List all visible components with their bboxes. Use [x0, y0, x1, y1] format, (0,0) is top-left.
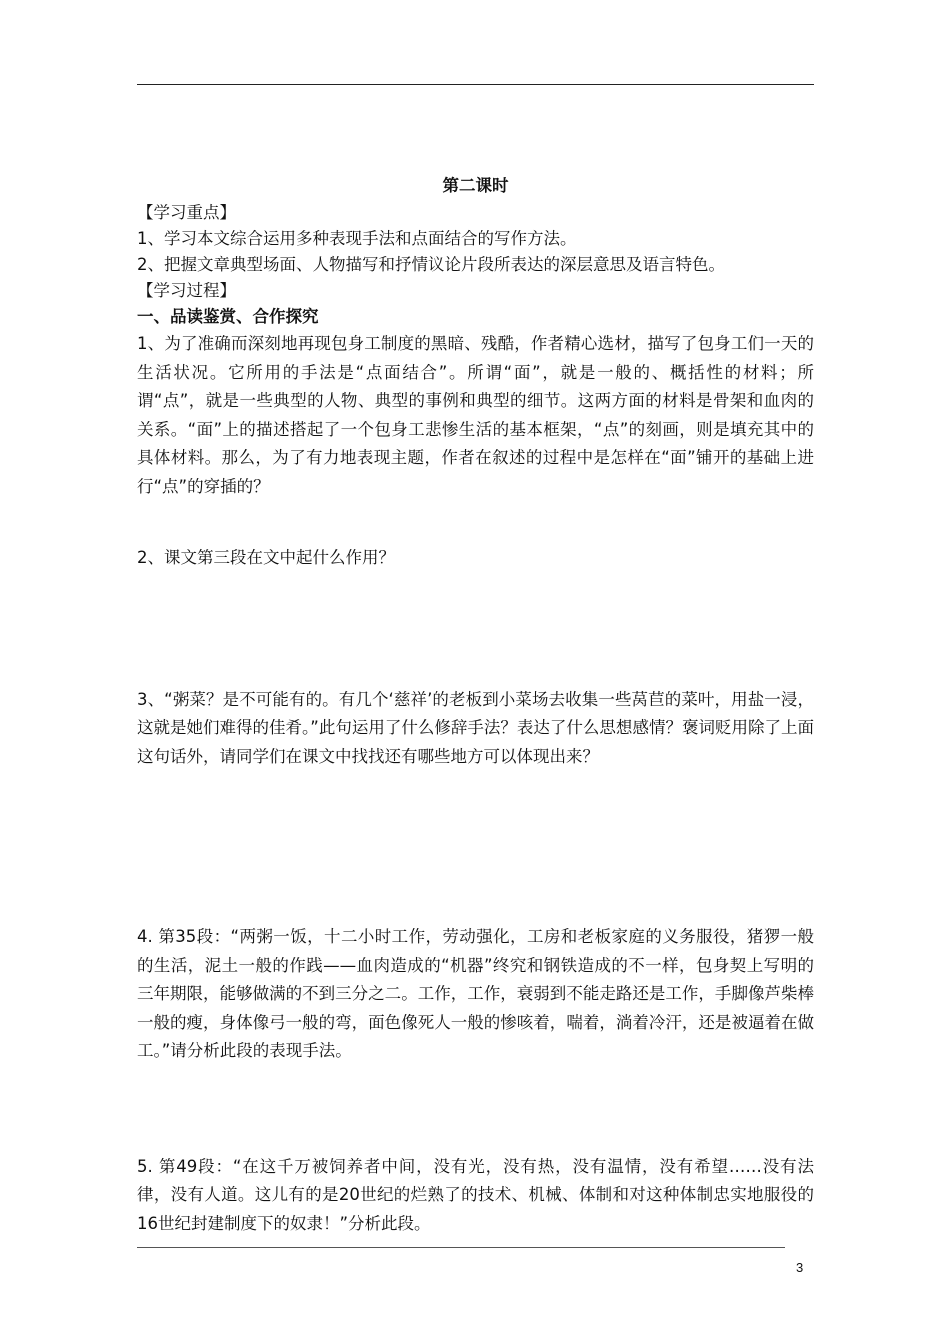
question-4: 4. 第35段：“两粥一饭，十二小时工作，劳动强化，工房和老板家庭的义务服役，猪猡一般的生活，泥土一般的作践——血肉造成的“机器”终究和钢铁造成的不一样，包身契上写明的三年期限，能够做满的不到三分之二。工作，工作，衰弱到不能走路还是工作，手脚像芦柴棒一般的瘦，身体像弓一般的弯，面色像死人一般的惨咳着，喘着，淌着冷汗，还是被逼着在做工。”请分析此段的表现手法。 — [137, 927, 814, 1060]
answer-space — [137, 501, 814, 544]
part-one-heading: 一、品读鉴赏、合作探究 — [137, 307, 319, 326]
answer-space — [137, 1066, 814, 1153]
footer-rule — [137, 1247, 785, 1248]
answer-space — [137, 573, 814, 686]
question-1: 1、为了准确而深刻地再现包身工制度的黑暗、残酷，作者精心选材，描写了包身工们一天的生活状况。它所用的手法是“点面结合”。所谓“面”，就是一般的、概括性的材料；所谓“点”，就是一些典型的人物、典型的事例和典型的细节。这两方面的材料是骨架和血肉的关系。“面”上的描述搭起了一个包身工悲惨生活的基本框架，“点”的刻画，则是填充其中的具体材料。那么，为了有力地表现主题，作者在叙述的过程中是怎样在“面”铺开的基础上进行“点”的穿插的？ — [137, 334, 814, 496]
question-3: 3、“粥菜？是不可能有的。有几个‘慈祥’的老板到小菜场去收集一些莴苣的菜叶，用盐一浸，这就是她们难得的佳肴。”此句运用了什么修辞手法？表达了什么思想感情？褒词贬用除了上面这句话外，请同学们在课文中找找还有哪些地方可以体现出来？ — [137, 689, 814, 766]
question-5: 5. 第49段：“在这千万被饲养者中间，没有光，没有热，没有温情，没有希望……没有法律，没有人道。这儿有的是20世纪的烂熟了的技术、机械、体制和对这种体制忠实地服役的16世纪封建制度下的奴隶！”分析此段。 — [137, 1156, 814, 1233]
question-2: 2、课文第三段在文中起什么作用？ — [137, 548, 395, 567]
section-process-heading: 【学习过程】 — [137, 281, 236, 300]
answer-space — [137, 771, 814, 923]
header-rule — [137, 84, 814, 85]
section-key-points-heading: 【学习重点】 — [137, 203, 236, 222]
key-point-item: 1、学习本文综合运用多种表现手法和点面结合的写作方法。 — [137, 229, 577, 248]
document-body — [137, 172, 814, 1238]
key-point-item: 2、把握文章典型场面、人物描写和抒情议论片段所表达的深层意思及语言特色。 — [137, 255, 725, 274]
page-number: 3 — [796, 1260, 804, 1275]
lesson-title: 第二课时 — [442, 176, 509, 195]
